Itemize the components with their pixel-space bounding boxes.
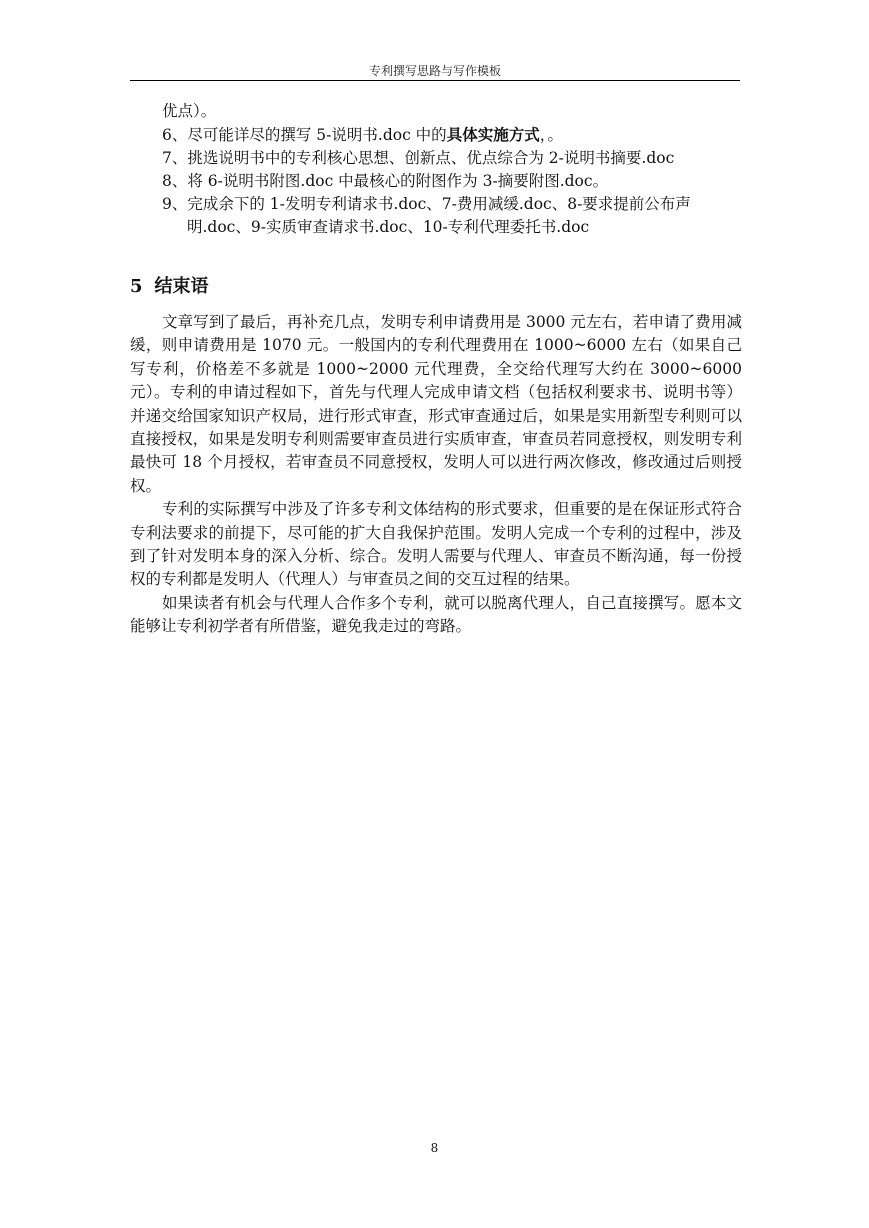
paragraph: 如果读者有机会与代理人合作多个专利，就可以脱离代理人，自己直接撰写。愿本文能够让专利初学者有所借鉴，避免我走过的弯路。 bbox=[130, 593, 742, 636]
list-item-6-suffix: ，。 bbox=[539, 126, 563, 144]
list-item-9-continuation: 明.doc、9-实质审查请求书.doc、10-专利代理委托书.doc bbox=[187, 218, 590, 236]
section-body bbox=[130, 311, 742, 639]
paragraph: 专利的实际撰写中涉及了许多专利文体结构的形式要求，但重要的是在保证形式符合专利法要求的前提下，尽可能的扩大自我保护范围。发明人完成一个专利的过程中，涉及到了针对发明本身的深入分析、综合。发明人需要与代理人、审查员不断沟通，每一份授权的专利都是发明人（代理人）与审查员之间的交互过程的结果。 bbox=[130, 500, 742, 589]
page-number: 8 bbox=[430, 1141, 439, 1155]
steps-list bbox=[162, 100, 742, 239]
list-carryover-text: 优点）。 bbox=[162, 102, 217, 120]
list-item-6-bold: 具体实施方式 bbox=[446, 125, 540, 144]
list-item-6-prefix: 6、尽可能详尽的撰写 5-说明书.doc 中的 bbox=[162, 126, 447, 144]
list-item-8: 8、将 6-说明书附图.doc 中最核心的附图作为 3-摘要附图.doc。 bbox=[162, 172, 609, 190]
section-heading bbox=[130, 275, 209, 299]
section-title-text: 结束语 bbox=[154, 276, 209, 297]
list-item-6 bbox=[162, 123, 742, 147]
section-number: 5 bbox=[130, 276, 143, 297]
list-item-9: 9、完成余下的 1-发明专利请求书.doc、7-费用减缓.doc、8-要求提前公布声 bbox=[162, 195, 691, 213]
header-divider bbox=[130, 80, 740, 81]
running-header: 专利撰写思路与写作模板 bbox=[368, 64, 501, 78]
list-item-7: 7、挑选说明书中的专利核心思想、创新点、优点综合为 2-说明书摘要.doc bbox=[162, 149, 675, 167]
paragraph: 文章写到了最后，再补充几点，发明专利申请费用是 3000 元左右，若申请了费用减缓，则申请费用是 1070 元。一般国内的专利代理费用在 1000~6000 左右（如果自己写专利，价格差不多就是 1000~2000 元代理费，全交给代理写大约在 3000~6000 元）。专利的申请过程如下，首先与代理人完成申请文档（包括权利要求书、说明书等）并递交给国家知识产权局，进行形式审查，形式审查通过后，如果是实用新型专利则可以直接授权，如果是发明专利则需要审查员进行实质审查，审查员若同意授权，则发明专利最快可 18 个月授权，若审查员不同意授权，发明人可以进行两次修改，修改通过后则授权。 bbox=[130, 313, 742, 495]
